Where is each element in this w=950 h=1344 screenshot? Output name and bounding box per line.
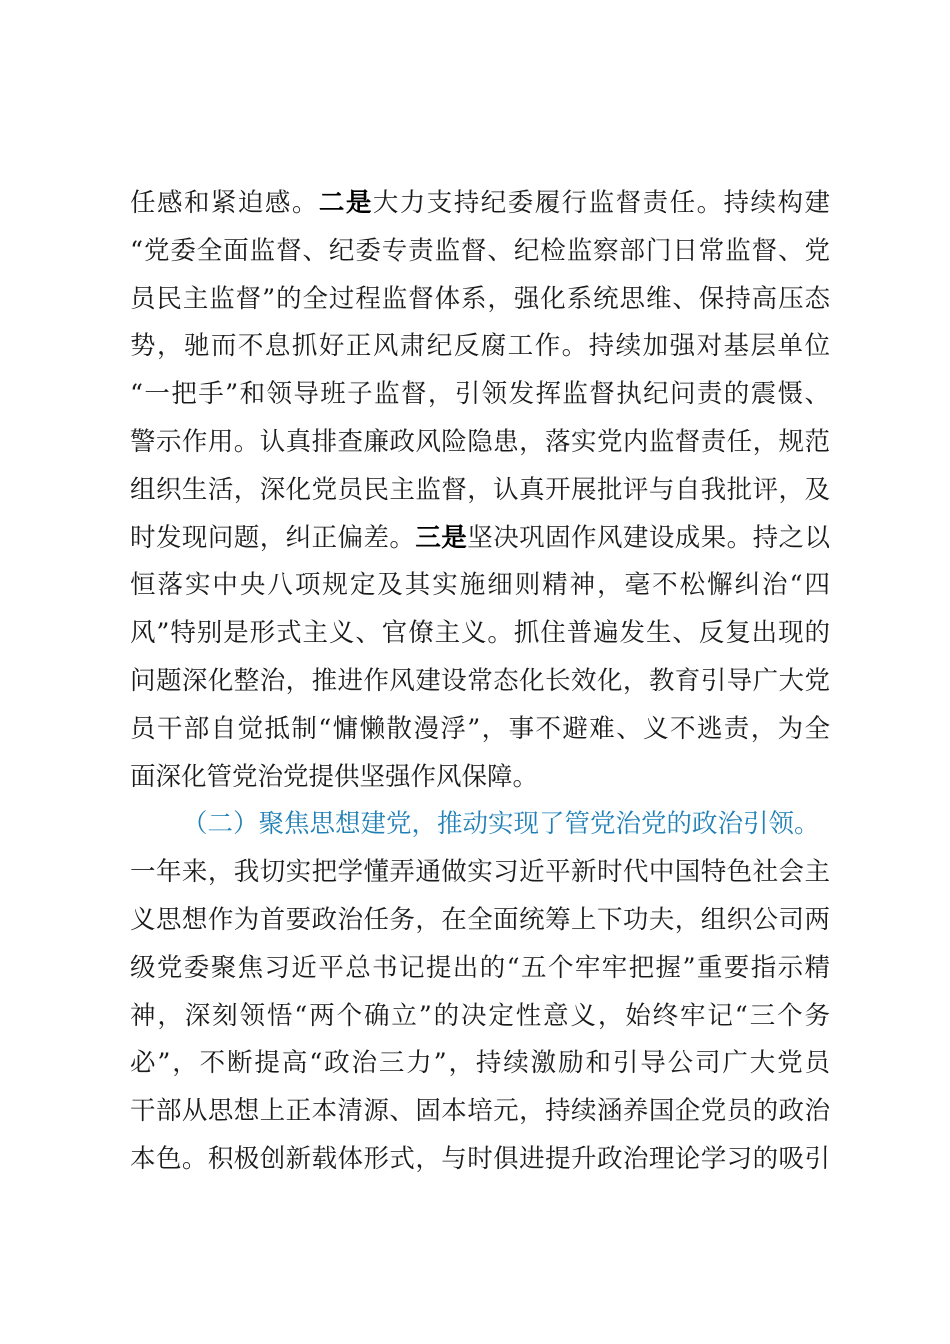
- text-run: 风”特别是形式主义、官僚主义。抓住普遍发生、反复出现的: [130, 618, 830, 649]
- text-run: “党委全面监督、纪委专责监督、纪检监察部门日常监督、党: [130, 235, 830, 266]
- text-run: 警示作用。认真排查廉政风险隐患，落实党内监督责任，规范: [130, 426, 830, 457]
- text-line: [130, 706, 830, 754]
- text-line: 干部从思想上正本清源、固本培元，持续涵养国企党员的政治: [130, 1096, 830, 1127]
- text-run: 面深化管党治党提供坚强作风保障。: [130, 761, 539, 792]
- text-line: [130, 467, 830, 515]
- text-line: [130, 515, 830, 563]
- paragraph-1: [130, 180, 830, 801]
- text-line: 级党委聚焦习近平总书记提出的“五个牢牢把握”重要指示精: [130, 952, 830, 983]
- text-run: 势，驰而不息抓好正风肃纪反腐工作。持续加强对基层单位: [130, 331, 830, 362]
- text-run: 问题深化整治，推进作风建设常态化长效化，教育引导广大党: [130, 665, 830, 696]
- text-run: 组织生活，深化党员民主监督，认真开展批评与自我批评，及: [130, 474, 830, 505]
- text-line: [130, 180, 830, 228]
- text-run: 时发现问题，纠正偏差。: [130, 522, 416, 553]
- text-line: [130, 658, 830, 706]
- text-line: 义思想作为首要政治任务，在全面统筹上下功夫，组织公司两: [130, 904, 830, 935]
- text-line: 必”，不断提高“政治三力”，持续激励和引导公司广大党员: [130, 1048, 830, 1079]
- text-line: 本色。积极创新载体形式，与时俱进提升政治理论学习的吸引: [130, 1143, 830, 1174]
- paragraph-2: [130, 849, 830, 1184]
- text-line: [130, 323, 830, 371]
- text-line: 一年来，我切实把学懂弄通做实习近平新时代中国特色社会主: [130, 857, 830, 888]
- text-run: “一把手”和领导班子监督，引领发挥监督执纪问责的震慑、: [130, 379, 830, 410]
- text-line: [130, 228, 830, 276]
- text-line: [130, 371, 830, 419]
- text-column: [130, 180, 830, 1184]
- text-line: [130, 562, 830, 610]
- text-line: [130, 610, 830, 658]
- text-run: 员干部自觉抵制“慵懒散漫浮”，事不避难、义不逃责，为全: [130, 713, 830, 744]
- emphasis-run: 三是: [415, 522, 468, 553]
- text-line: 神，深刻领悟“两个确立”的决定性意义，始终牢记“三个务: [130, 1000, 830, 1031]
- text-line: [130, 419, 830, 467]
- text-run: 大力支持纪委履行监督责任。持续构建: [372, 188, 830, 218]
- section-heading: （二）聚焦思想建党，推动实现了管党治党的政治引领。: [182, 809, 820, 840]
- text-run: 员民主监督”的全过程监督体系，强化系统思维、保持高压态: [130, 283, 830, 314]
- text-line: [130, 754, 830, 802]
- emphasis-run: 二是: [318, 188, 373, 218]
- text-run: 坚决巩固作风建设成果。持之以: [467, 522, 830, 553]
- text-run: 任感和紧迫感。: [130, 188, 319, 218]
- text-line: [130, 276, 830, 324]
- text-run: 恒落实中央八项规定及其实施细则精神，毫不松懈纠治“四: [130, 570, 830, 601]
